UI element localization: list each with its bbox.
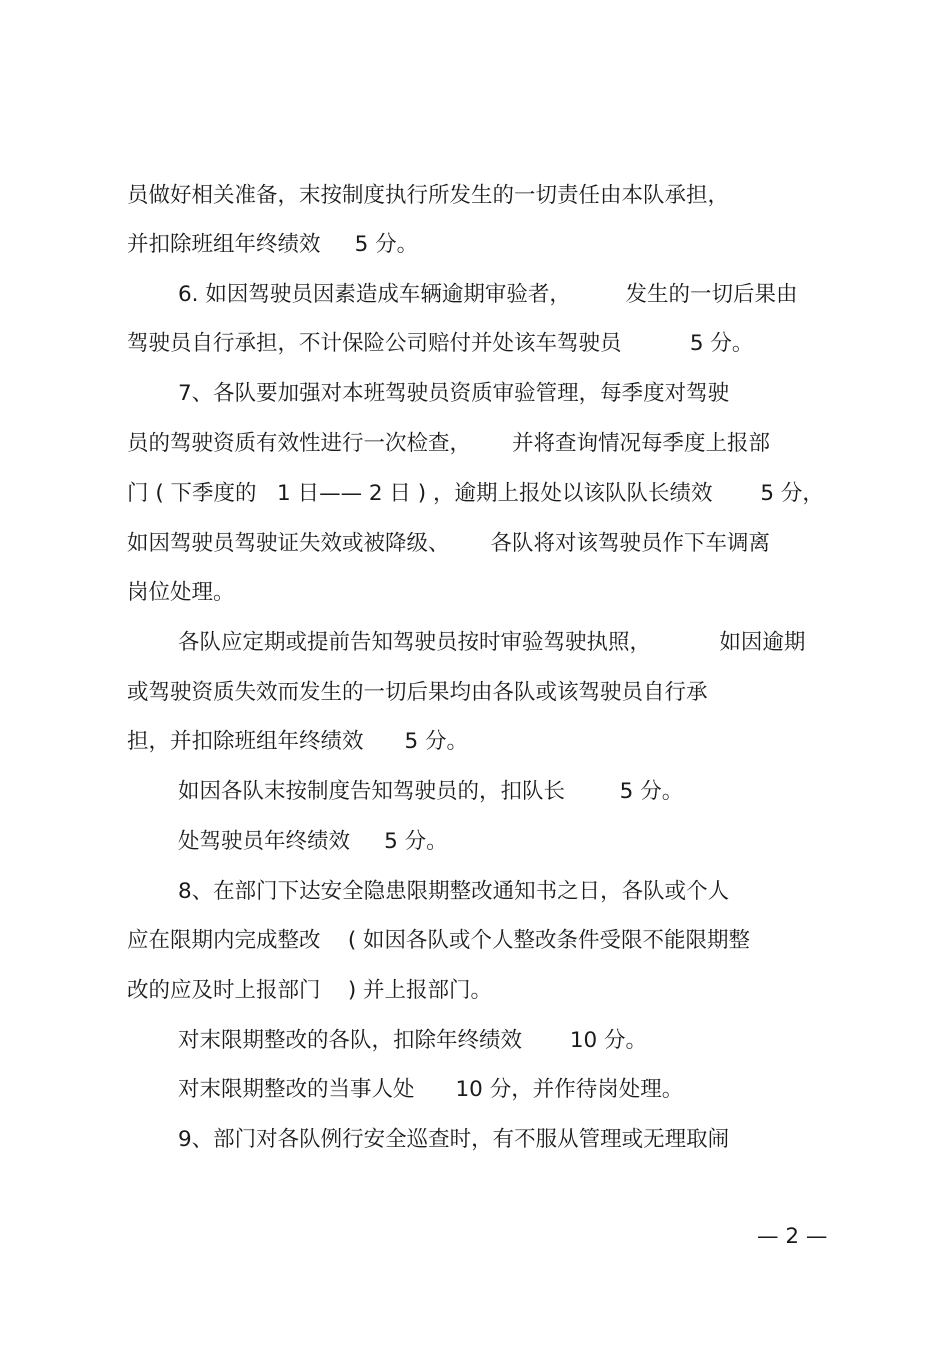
text-line: 门 ( 下季度的 1 日—— 2 日 ) ，逾期上报处以该队队长绩效 5 分， [127,481,824,506]
text-line: 并扣除班组年终绩效 5 分。 [127,232,419,257]
text-line: 对末限期整改的当事人处 10 分，并作待岗处理。 [178,1077,684,1102]
text-line: 员的驾驶资质有效性进行一次检查， 并将查询情况每季度上报部 [127,431,771,456]
text-line: 应在限期内完成整改 ( 如因各队或个人整改条件受限不能限期整 [127,928,751,953]
text-line: 如因驾驶员驾驶证失效或被降级、 各队将对该驾驶员作下车调离 [127,531,771,556]
text-line: 各队应定期或提前告知驾驶员按时审验驾驶执照， 如因逾期 [178,630,806,655]
text-line: 6. 如因驾驶员因素造成车辆逾期审验者， 发生的一切后果由 [178,282,798,307]
text-line: 7、各队要加强对本班驾驶员资质审验管理，每季度对驾驶 [178,381,730,406]
text-line: 岗位处理。 [127,580,235,605]
text-line: 处驾驶员年终绩效 5 分。 [178,829,448,854]
text-line: 对末限期整改的各队，扣除年终绩效 10 分。 [178,1028,648,1053]
text-line: 员做好相关准备，末按制度执行所发生的一切责任由本队承担， [127,183,730,208]
text-line: 驾驶员自行承担，不计保险公司赔付并处该车驾驶员 5 分。 [127,331,754,356]
text-line: 9、部门对各队例行安全巡查时，有不服从管理或无理取闹 [178,1127,730,1152]
page-number: — 2 — [757,1224,828,1249]
text-line: 如因各队末按制度告知驾驶员的，扣队长 5 分。 [178,779,684,804]
text-line: 或驾驶资质失效而发生的一切后果均由各队或该驾驶员自行承 [127,680,708,705]
text-line: 担，并扣除班组年终绩效 5 分。 [127,729,469,754]
text-line: 8、在部门下达安全隐患限期整改通知书之日，各队或个人 [178,879,730,904]
text-line: 改的应及时上报部门 ) 并上报部门。 [127,978,493,1003]
